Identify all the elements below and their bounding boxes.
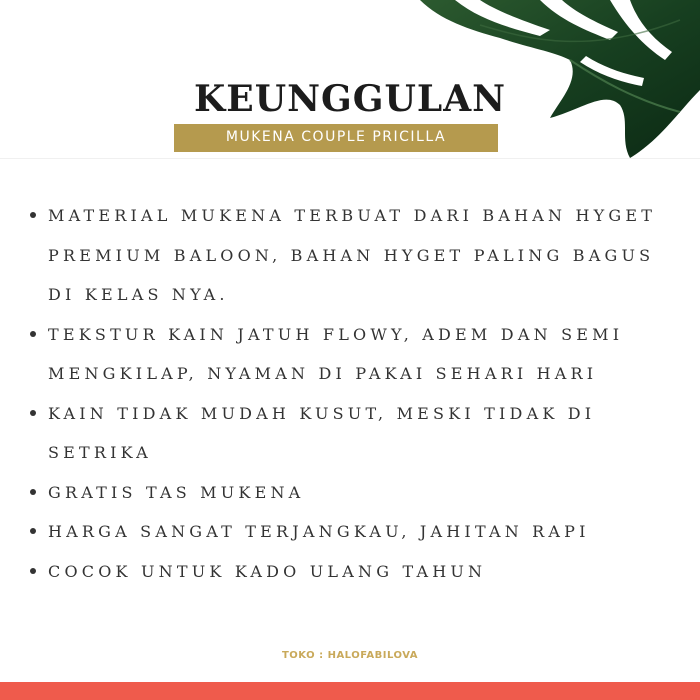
feature-text: TEKSTUR KAIN JATUH FLOWY, ADEM DAN SEMI MENGKILAP, NYAMAN DI PAKAI SEHARI HARI — [48, 324, 624, 383]
list-item — [26, 512, 686, 552]
bullet-icon — [30, 568, 36, 574]
list-item — [26, 473, 686, 513]
subtitle-text: MUKENA COUPLE PRICILLA — [225, 129, 447, 145]
feature-list — [26, 196, 686, 591]
page-title: KEUNGGULAN — [193, 78, 507, 120]
list-item — [26, 196, 686, 315]
shop-name: TOKO : HALOFABILOVA — [281, 650, 419, 661]
list-item — [26, 394, 686, 473]
bullet-icon — [30, 528, 36, 534]
list-item — [26, 552, 686, 592]
list-item — [26, 315, 686, 394]
bottom-color-band — [0, 682, 700, 700]
feature-text: KAIN TIDAK MUDAH KUSUT, MESKI TIDAK DI SETRIKA — [48, 403, 596, 462]
feature-text: GRATIS TAS MUKENA — [48, 482, 305, 502]
bullet-icon — [30, 410, 36, 416]
feature-text: COCOK UNTUK KADO ULANG TAHUN — [48, 561, 487, 581]
bullet-icon — [30, 331, 36, 337]
subtitle-banner — [174, 124, 498, 152]
bullet-icon — [30, 489, 36, 495]
feature-text: HARGA SANGAT TERJANGKAU, JAHITAN RAPI — [48, 522, 590, 541]
bullet-icon — [30, 212, 36, 218]
feature-text: MATERIAL MUKENA TERBUAT DARI BAHAN HYGET PREMIUM BALOON, BAHAN HYGET PALING BAGUS DI KELAS NYA. — [48, 206, 657, 304]
